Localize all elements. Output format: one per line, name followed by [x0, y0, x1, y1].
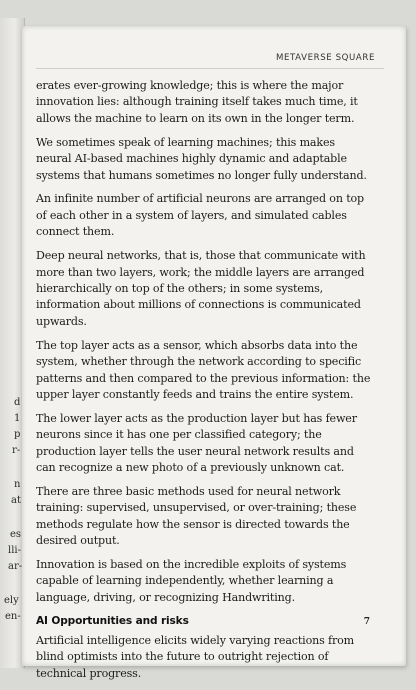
body-paragraph: The lower layer acts as the production layer but has fewer neurons since it has one per classified category; the production layer tells the user neural network results and can recognize a new photo of a previously unknown cat. [36, 411, 357, 475]
body-paragraph: We sometimes speak of learning machines; this makes neural AI-based machines highly dynamic and adaptable systems that humans sometimes no longer fully understand. [36, 135, 367, 182]
left-page-fragment: r- [12, 445, 21, 456]
section-heading: AI Opportunities and risks [36, 614, 189, 627]
page-number: 7 [363, 617, 370, 627]
left-page-fragment: at [11, 495, 21, 506]
left-page-fragment: en- [5, 611, 21, 622]
left-page-fragment: es [10, 529, 22, 540]
body-paragraph: erates ever-growing knowledge; this is where the major innovation lies: although training itself takes much time, it allows the machine to learn on its own in the longer term. [36, 79, 358, 125]
body-paragraph: The top layer acts as a sensor, which absorbs data into the system, whether through the network according to specific patterns and then compared to the previous information: the upper layer constantly feeds and trains the entire system. [36, 338, 371, 401]
header-divider [36, 68, 384, 69]
body-paragraph: An infinite number of artificial neurons are arranged on top of each other in a system of layers, and simulated cables connect them. [36, 192, 364, 239]
left-page-fragment: ely [4, 595, 19, 606]
body-paragraph: There are three basic methods used for neural network training: supervised, unsupervised, or over-training; these methods regulate how the sensor is directed towards the desired output. [36, 484, 357, 548]
running-head: METAVERSE SQUARE [275, 53, 375, 63]
body-paragraph: Deep neural networks, that is, those that communicate with more than two layers, work; the middle layers are arranged hierarchically on top of the others; in some systems, information about millions of connections is communicated upwards. [36, 249, 366, 328]
left-page-fragment: lli- [8, 545, 21, 556]
body-paragraph: Artificial intelligence elicits widely varying reactions from blind optimists into the future to outright rejection of technical progress. [36, 633, 355, 680]
page-body [36, 78, 371, 690]
body-paragraph: Innovation is based on the incredible exploits of systems capable of learning independently, whether learning a language, driving, or recognizing Handwriting. [36, 558, 347, 604]
book-page [22, 26, 406, 680]
left-page-fragment: p [14, 429, 21, 440]
left-page-fragment: 1 [14, 413, 21, 424]
left-page-fragment: d [14, 397, 21, 408]
left-page-fragment: ar- [8, 561, 23, 572]
left-page-fragment: n [14, 479, 21, 490]
